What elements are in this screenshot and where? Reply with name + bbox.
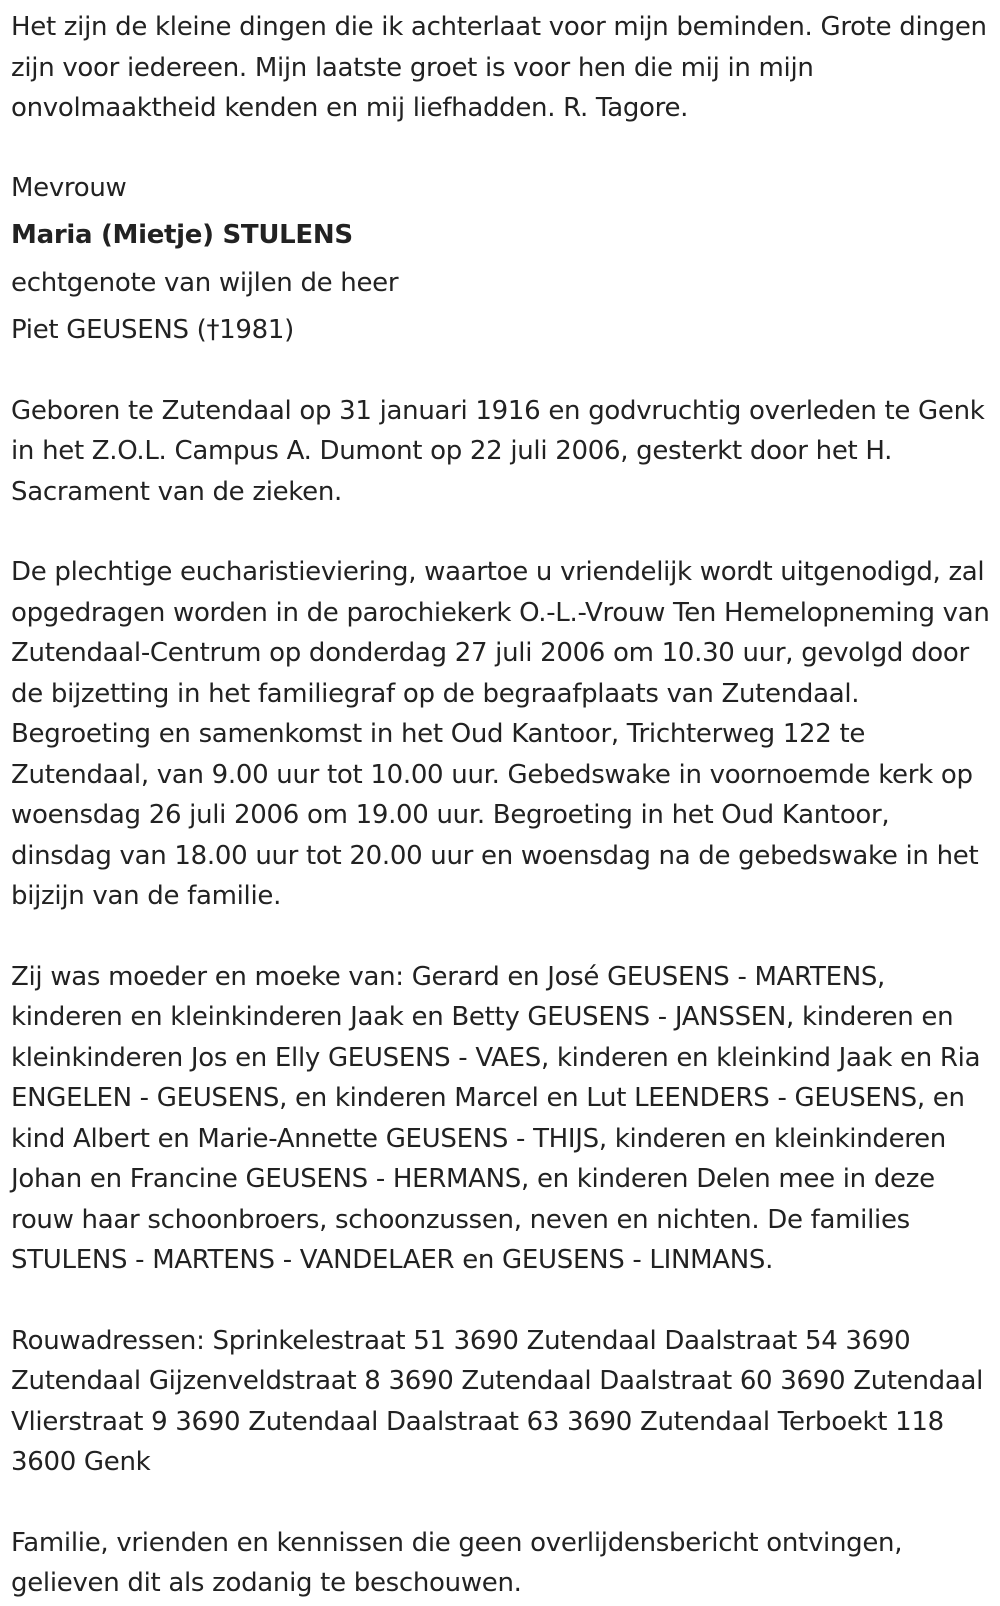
spouse-name: Piet GEUSENS (†1981) xyxy=(11,315,294,345)
family-paragraph: Zij was moeder en moeke van: Gerard en José GEUSENS - MARTENS, kinderen en kleinkinderen Jaak en Betty GEUSENS - JANSSEN, kinderen en kleinkinderen Jos en Elly GEUSENS - VAES, kinderen en kleinkind Jaak en Ria ENGELEN - GEUSENS, en kinderen Marcel en Lut LEENDERS - GEUSENS, en kind Albert en Marie-Annette GEUSENS - THIJS, kinderen en kleinkinderen Johan en Francine GEUSENS - HERMANS, en kinderen Delen mee in deze rouw haar schoonbroers, schoonzussen, neven en nichten. De families STULENS - MARTENS - VANDELAER en GEUSENS - LINMANS. xyxy=(11,961,981,1275)
deceased-header xyxy=(11,165,990,355)
salutation: Mevrouw xyxy=(11,172,127,203)
birth-death-paragraph: Geboren te Zutendaal op 31 januari 1916 en godvruchtig overleden te Genk in het Z.O.L. Campus A. Dumont op 22 juli 2006, gesterkt door het H. Sacrament van de zieken. xyxy=(11,395,985,507)
closing-note: Familie, vrienden en kennissen die geen overlijdensbericht ontvingen, gelieven dit als zodanig te beschouwen. xyxy=(11,1527,903,1598)
mourning-addresses: Rouwadressen: Sprinkelestraat 51 3690 Zutendaal Daalstraat 54 3690 Zutendaal Gijzenveldstraat 8 3690 Zutendaal Daalstraat 60 3690 Zutendaal Vlierstraat 9 3690 Zutendaal Daalstraat 63 3690 Zutendaal Terboekt 118 3600 Genk xyxy=(11,1325,984,1477)
ceremony-paragraph: De plechtige eucharistieviering, waartoe u vriendelijk wordt uitgenodigd, zal opgedragen worden in de parochiekerk O.-L.-Vrouw Ten Hemelopneming van Zutendaal-Centrum op donderdag 27 juli 2006 om 10.30 uur, gevolgd door de bijzetting in het familiegraf op de begraafplaats van Zutendaal. Begroeting en samenkomst in het Oud Kantoor, Trichterweg 122 te Zutendaal, van 9.00 uur tot 10.00 uur. Gebedswake in voornoemde kerk op woensdag 26 juli 2006 om 19.00 uur. Begroeting in het Oud Kantoor, dinsdag van 18.00 uur tot 20.00 uur en woensdag na de gebedswake in het bijzijn van de familie. xyxy=(11,557,990,911)
tagore-quote: Het zijn de kleine dingen die ik achterlaat voor mijn beminden. Grote dingen zijn voor iedereen. Mijn laatste groet is voor hen die mij in mijn onvolmaaktheid kenden en mij liefhadden. R. Tagore. xyxy=(11,12,987,123)
deceased-name: Maria (Mietje) STULENS xyxy=(11,220,353,250)
spouse-relation: echtgenote van wijlen de heer xyxy=(11,267,399,298)
